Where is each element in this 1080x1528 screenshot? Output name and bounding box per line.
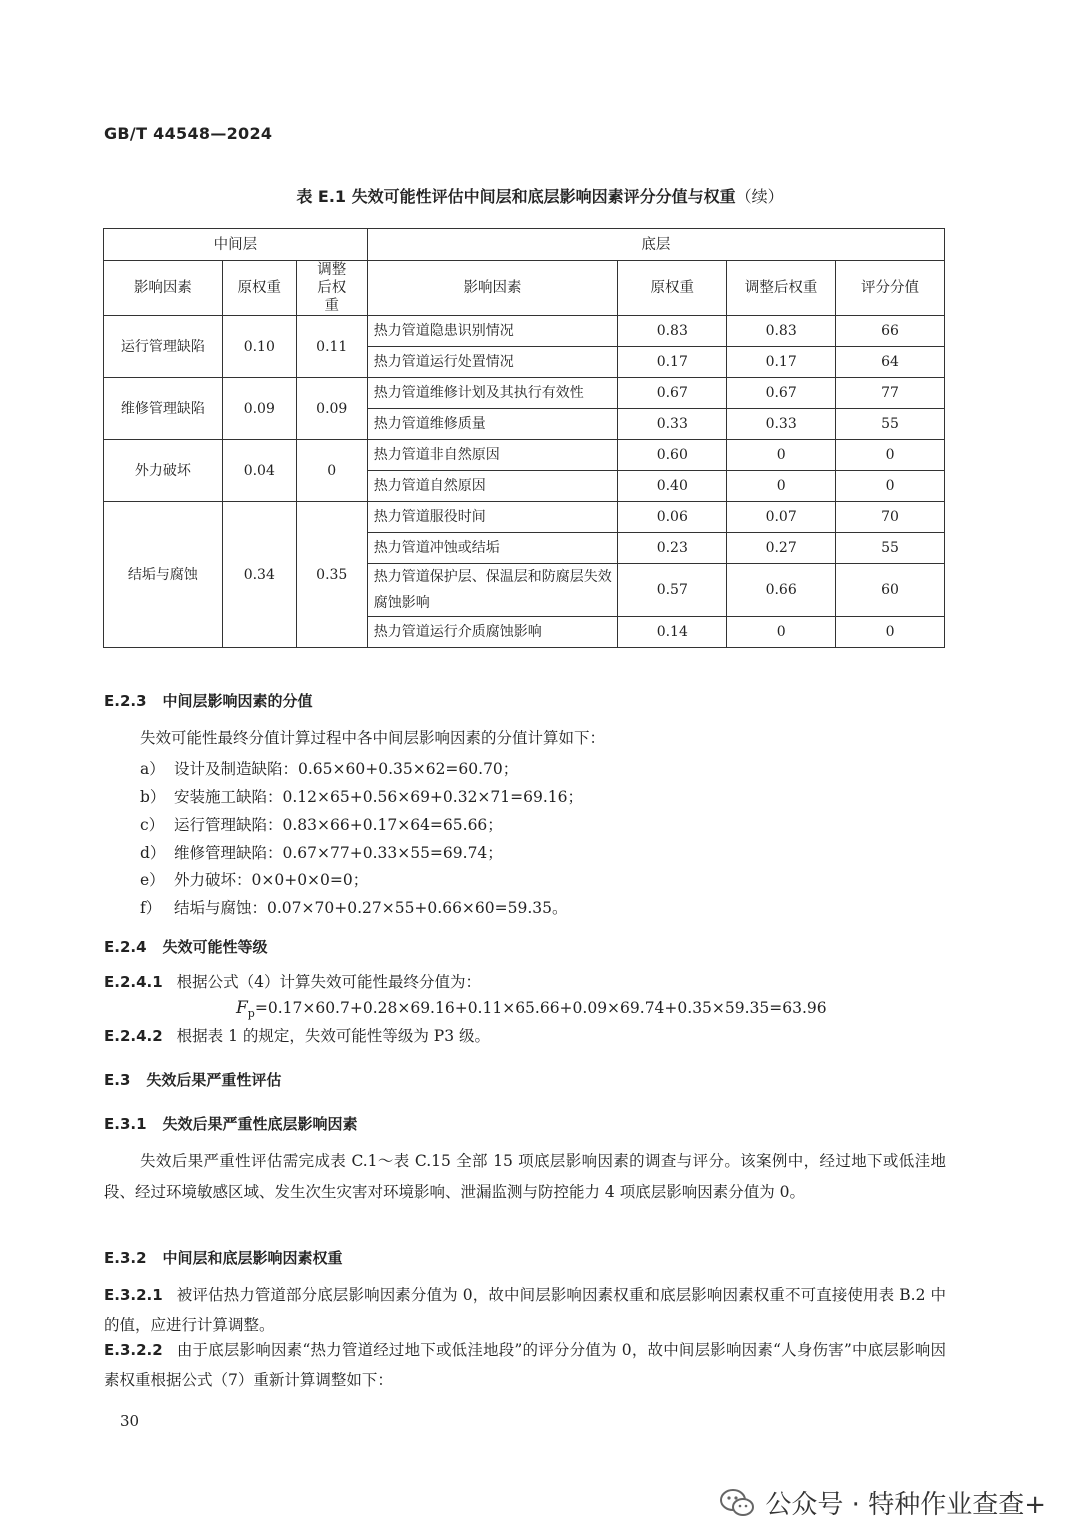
mid-orig-weight-cell: 0.04 — [222, 440, 296, 502]
list-item — [140, 868, 368, 890]
mid-factor-cell: 外力破坏 — [104, 440, 223, 502]
list-item-text: 安装施工缺陷：0.12×65+0.56×69+0.32×71=69.16； — [174, 788, 584, 806]
list-item-label: f） — [140, 899, 162, 917]
list-item-label: b） — [140, 788, 166, 806]
bot-factor-cell: 热力管道服役时间 — [367, 502, 618, 533]
page-number: 30 — [120, 1412, 140, 1430]
list-item — [140, 785, 583, 807]
clause-number: E.3.2.2 — [104, 1341, 163, 1359]
bot-score-cell: 64 — [836, 347, 945, 378]
col-header-bot-factor: 影响因素 — [367, 261, 618, 316]
section-number: E.2.3 — [104, 692, 147, 710]
col-header-mid-adj-weight: 调整后权重 — [296, 261, 367, 316]
mid-factor-cell: 维修管理缺陷 — [104, 378, 223, 440]
bot-adj-weight-cell: 0.07 — [727, 502, 836, 533]
bot-adj-weight-cell: 0.27 — [727, 533, 836, 564]
section-heading-e31 — [104, 1113, 358, 1134]
bot-orig-weight-cell: 0.06 — [618, 502, 727, 533]
section-number: E.3.1 — [104, 1115, 147, 1133]
col-header-mid-orig-weight: 原权重 — [222, 261, 296, 316]
bot-factor-cell: 热力管道非自然原因 — [367, 440, 618, 471]
middle-layer-header: 中间层 — [104, 229, 368, 261]
bot-score-cell: 0 — [836, 617, 945, 648]
list-item — [140, 757, 518, 779]
bot-factor-cell: 热力管道隐患识别情况 — [367, 316, 618, 347]
bot-score-cell: 0 — [836, 471, 945, 502]
paragraph — [104, 1022, 946, 1050]
mid-factor-cell: 结垢与腐蚀 — [104, 502, 223, 648]
watermark — [719, 1484, 1046, 1521]
col-header-mid-factor: 影响因素 — [104, 261, 223, 316]
bot-adj-weight-cell: 0.17 — [727, 347, 836, 378]
table-row — [104, 316, 945, 347]
clause-text: 被评估热力管道部分底层影响因素分值为 0，故中间层影响因素权重和底层影响因素权重不可直接使用表 B.2 中的值，应进行计算调整。 — [104, 1286, 946, 1334]
mid-adj-weight-cell: 0.11 — [296, 316, 367, 378]
formula — [236, 998, 827, 1020]
section-heading-e32 — [104, 1247, 343, 1268]
table-caption-title: 表 E.1 失效可能性评估中间层和底层影响因素评分分值与权重 — [296, 187, 736, 206]
list-item-label: d） — [140, 844, 166, 862]
table-caption-continued: （续） — [735, 187, 784, 206]
list-item-text: 结垢与腐蚀：0.07×70+0.27×55+0.66×60=59.35。 — [174, 899, 568, 917]
col-header-bot-orig-weight: 原权重 — [618, 261, 727, 316]
clause-number: E.3.2.1 — [104, 1286, 163, 1304]
section-heading-e3 — [104, 1069, 281, 1090]
bottom-layer-header: 底层 — [367, 229, 944, 261]
mid-adj-weight-cell: 0 — [296, 440, 367, 502]
table-caption — [0, 184, 1080, 207]
bot-factor-cell: 热力管道自然原因 — [367, 471, 618, 502]
bot-adj-weight-cell: 0 — [727, 440, 836, 471]
clause-number: E.2.4.2 — [104, 1027, 163, 1045]
bot-adj-weight-cell: 0.67 — [727, 378, 836, 409]
mid-adj-weight-cell: 0.35 — [296, 502, 367, 648]
paragraph: 失效可能性最终分值计算过程中各中间层影响因素的分值计算如下： — [140, 729, 606, 747]
list-item-text: 外力破坏：0×0+0×0=0； — [174, 871, 369, 889]
list-item — [140, 813, 503, 835]
bot-orig-weight-cell: 0.67 — [618, 378, 727, 409]
watermark-text: 公众号 · 特种作业查查+ — [765, 1490, 1046, 1520]
bot-score-cell: 55 — [836, 409, 945, 440]
list-item-text: 设计及制造缺陷：0.65×60+0.35×62=60.70； — [174, 760, 519, 778]
section-number: E.2.4 — [104, 938, 147, 956]
bot-adj-weight-cell: 0 — [727, 471, 836, 502]
list-item-label: a） — [140, 760, 165, 778]
section-number: E.3.2 — [104, 1249, 147, 1267]
table-column-header-row — [104, 261, 945, 316]
wechat-icon — [719, 1488, 755, 1518]
bot-score-cell: 0 — [836, 440, 945, 471]
weights-table — [103, 228, 945, 648]
list-item-label: c） — [140, 816, 165, 834]
section-number: E.3 — [104, 1071, 131, 1089]
bot-factor-cell: 热力管道冲蚀或结垢 — [367, 533, 618, 564]
table-row — [104, 440, 945, 471]
table-group-header-row — [104, 229, 945, 261]
col-header-bot-score: 评分分值 — [836, 261, 945, 316]
bot-factor-cell: 热力管道维修质量 — [367, 409, 618, 440]
paragraph: 失效后果严重性评估需完成表 C.1～表 C.15 全部 15 项底层影响因素的调查与评分。该案例中，经过地下或低洼地段、经过环境敏感区域、发生次生灾害对环境影响、泄漏监测与防控能力 4 项底层影响因素分值为 0。 — [104, 1152, 946, 1201]
section-title: 失效可能性等级 — [162, 938, 268, 956]
bot-score-cell: 77 — [836, 378, 945, 409]
bot-orig-weight-cell: 0.83 — [618, 316, 727, 347]
mid-factor-cell: 运行管理缺陷 — [104, 316, 223, 378]
section-title: 失效后果严重性评估 — [146, 1071, 282, 1089]
bot-orig-weight-cell: 0.57 — [618, 564, 727, 617]
formula-subscript: p — [247, 1007, 255, 1021]
bot-score-cell: 55 — [836, 533, 945, 564]
bot-orig-weight-cell: 0.60 — [618, 440, 727, 471]
mid-orig-weight-cell: 0.10 — [222, 316, 296, 378]
bot-factor-cell: 热力管道运行处置情况 — [367, 347, 618, 378]
bot-score-cell: 60 — [836, 564, 945, 617]
formula-symbol: F — [236, 998, 248, 1018]
clause-text: 根据表 1 的规定，失效可能性等级为 P3 级。 — [176, 1027, 491, 1045]
list-item — [140, 896, 568, 918]
formula-rhs: =0.17×60.7+0.28×69.16+0.11×65.66+0.09×69.74+0.35×59.35=63.96 — [254, 999, 827, 1017]
section-title: 失效后果严重性底层影响因素 — [162, 1115, 358, 1133]
bot-orig-weight-cell: 0.23 — [618, 533, 727, 564]
table-row — [104, 378, 945, 409]
bot-adj-weight-cell: 0.33 — [727, 409, 836, 440]
bot-factor-cell: 热力管道保护层、保温层和防腐层失效腐蚀影响 — [367, 564, 618, 617]
section-title: 中间层和底层影响因素权重 — [162, 1249, 343, 1267]
mid-orig-weight-cell: 0.09 — [222, 378, 296, 440]
bot-score-cell: 66 — [836, 316, 945, 347]
bot-adj-weight-cell: 0.66 — [727, 564, 836, 617]
paragraph — [104, 1280, 946, 1340]
paragraph — [104, 1335, 946, 1395]
clause-number: E.2.4.1 — [104, 973, 163, 991]
col-header-bot-adj-weight: 调整后权重 — [727, 261, 836, 316]
bot-orig-weight-cell: 0.40 — [618, 471, 727, 502]
mid-adj-weight-cell: 0.09 — [296, 378, 367, 440]
section-heading-e223 — [104, 690, 313, 711]
clause-text: 根据公式（4）计算失效可能性最终分值为： — [176, 973, 482, 991]
bot-factor-cell: 热力管道运行介质腐蚀影响 — [367, 617, 618, 648]
list-item-label: e） — [140, 871, 165, 889]
bot-orig-weight-cell: 0.33 — [618, 409, 727, 440]
list-item-text: 维修管理缺陷：0.67×77+0.33×55=69.74； — [174, 844, 503, 862]
bot-orig-weight-cell: 0.17 — [618, 347, 727, 378]
section-heading-e224 — [104, 936, 268, 957]
mid-orig-weight-cell: 0.34 — [222, 502, 296, 648]
clause-text: 由于底层影响因素“热力管道经过地下或低洼地段”的评分分值为 0，故中间层影响因素“人身伤害”中底层影响因素权重根据公式（7）重新计算调整如下： — [104, 1341, 946, 1389]
bot-factor-cell: 热力管道维修计划及其执行有效性 — [367, 378, 618, 409]
list-item-text: 运行管理缺陷：0.83×66+0.17×64=65.66； — [174, 816, 503, 834]
section-title: 中间层影响因素的分值 — [162, 692, 313, 710]
bot-orig-weight-cell: 0.14 — [618, 617, 727, 648]
bot-adj-weight-cell: 0 — [727, 617, 836, 648]
bot-adj-weight-cell: 0.83 — [727, 316, 836, 347]
list-item — [140, 841, 503, 863]
bot-score-cell: 70 — [836, 502, 945, 533]
standard-code: GB/T 44548—2024 — [104, 124, 273, 143]
table-row — [104, 502, 945, 533]
paragraph — [104, 968, 946, 996]
